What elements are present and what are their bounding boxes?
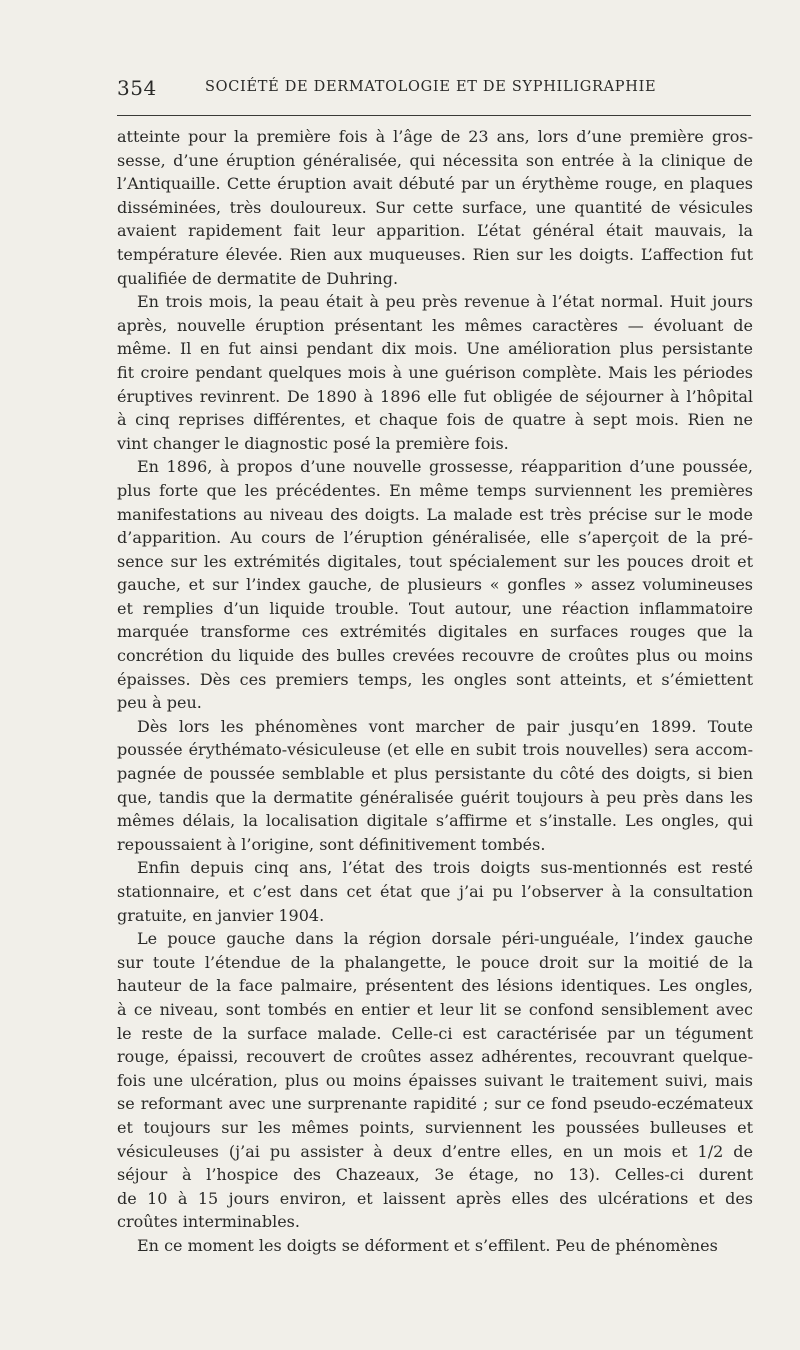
text-line: se reformant avec une surprenante rapidité ; sur ce fond pseudo-eczémateux bbox=[117, 1094, 753, 1114]
header-rule bbox=[117, 115, 751, 116]
text-line: gratuite, en janvier 1904. bbox=[117, 905, 325, 925]
text-line: Le pouce gauche dans la région dorsale péri-unguéale, l’index gauche bbox=[137, 929, 753, 949]
text-line: température élevée. Rien aux muqueuses. Rien sur les doigts. L’affection fut bbox=[117, 244, 753, 264]
text-line: En trois mois, la peau était à peu près revenue à l’état normal. Huit jours bbox=[137, 292, 753, 312]
text-line: vésiculeuses (j’ai pu assister à deux d’entre elles, en un mois et 1/2 de bbox=[117, 1141, 753, 1161]
text-line: avaient rapidement fait leur apparition. L’état général était mauvais, la bbox=[117, 221, 753, 241]
page-number: 354 bbox=[117, 76, 157, 100]
text-line: épaisses. Dès ces premiers temps, les ongles sont atteints, et s’émiettent bbox=[117, 669, 753, 689]
text-line: En ce moment les doigts se déforment et s’effilent. Peu de phénomènes bbox=[137, 1235, 718, 1255]
text-line: séjour à l’hospice des Chazeaux, 3e étage, no 13). Celles-ci durent bbox=[117, 1165, 753, 1185]
paragraph bbox=[117, 455, 753, 715]
text-line: manifestations au niveau des doigts. La malade est très précise sur le mode bbox=[117, 504, 753, 524]
paragraph bbox=[117, 290, 753, 455]
text-line: l’Antiquaille. Cette éruption avait débuté par un érythème rouge, en plaques bbox=[117, 174, 753, 194]
text-line: rouge, épaissi, recouvert de croûtes assez adhérentes, recouvrant quelque- bbox=[117, 1047, 753, 1067]
text-line: le reste de la surface malade. Celle-ci est caractérisée par un tégument bbox=[117, 1023, 753, 1043]
text-line: même. Il en fut ainsi pendant dix mois. Une amélioration plus persistante bbox=[117, 339, 753, 359]
text-line: mêmes délais, la localisation digitale s’affirme et s’installe. Les ongles, qui bbox=[117, 811, 753, 831]
text-line: sesse, d’une éruption généralisée, qui nécessita son entrée à la clinique de bbox=[117, 150, 753, 170]
text-line: de 10 à 15 jours environ, et laissent après elles des ulcérations et des bbox=[117, 1188, 753, 1208]
paragraph bbox=[117, 125, 753, 290]
text-line: que, tandis que la dermatite généralisée guérit toujours à peu près dans les bbox=[117, 787, 753, 807]
text-line: marquée transforme ces extrémités digitales en surfaces rouges que la bbox=[117, 622, 753, 642]
text-line: Dès lors les phénomènes vont marcher de pair jusqu’en 1899. Toute bbox=[137, 716, 753, 736]
text-line: repoussaient à l’origine, sont définitivement tombés. bbox=[117, 834, 546, 854]
text-line: sur toute l’étendue de la phalangette, le pouce droit sur la moitié de la bbox=[117, 952, 753, 972]
paragraph bbox=[117, 1234, 753, 1258]
text-line: et toujours sur les mêmes points, surviennent les poussées bulleuses et bbox=[117, 1117, 753, 1137]
text-line: plus forte que les précédentes. En même temps surviennent les premières bbox=[117, 480, 753, 500]
page-header bbox=[117, 76, 753, 102]
text-line: En 1896, à propos d’une nouvelle grossesse, réapparition d’une poussée, bbox=[137, 457, 753, 477]
text-line: à ce niveau, sont tombés en entier et leur lit se confond sensiblement avec bbox=[117, 999, 753, 1019]
text-line: et remplies d’un liquide trouble. Tout autour, une réaction inflammatoire bbox=[117, 598, 753, 618]
text-line: vint changer le diagnostic posé la première fois. bbox=[117, 433, 509, 453]
text-line: fit croire pendant quelques mois à une guérison complète. Mais les périodes bbox=[117, 362, 753, 382]
text-line: fois une ulcération, plus ou moins épaisses suivant le traitement suivi, mais bbox=[117, 1070, 753, 1090]
text-line: qualifiée de dermatite de Duhring. bbox=[117, 268, 399, 288]
text-line: stationnaire, et c’est dans cet état que j’ai pu l’observer à la consultation bbox=[117, 882, 753, 901]
text-line: disséminées, très douloureux. Sur cette surface, une quantité de vésicules bbox=[117, 197, 753, 217]
text-line: croûtes interminables. bbox=[117, 1212, 300, 1232]
text-line: concrétion du liquide des bulles crevées recouvre de croûtes plus ou moins bbox=[117, 646, 753, 666]
text-line: hauteur de la face palmaire, présentent des lésions identiques. Les ongles, bbox=[117, 976, 753, 996]
text-line: atteinte pour la première fois à l’âge de 23 ans, lors d’une première gros- bbox=[117, 127, 753, 146]
text-line: peu à peu. bbox=[117, 693, 202, 713]
text-line: d’apparition. Au cours de l’éruption généralisée, elle s’aperçoit de la pré- bbox=[117, 528, 753, 548]
paragraph bbox=[117, 927, 753, 1234]
text-line: pagnée de poussée semblable et plus persistante du côté des doigts, si bien bbox=[117, 764, 753, 784]
body-text bbox=[117, 125, 753, 1258]
text-line: sence sur les extrémités digitales, tout spécialement sur les pouces droit et bbox=[117, 551, 753, 571]
paragraph bbox=[117, 856, 753, 927]
text-line: gauche, et sur l’index gauche, de plusieurs « gonfles » assez volumineuses bbox=[117, 575, 753, 595]
text-line: après, nouvelle éruption présentant les mêmes caractères — évoluant de bbox=[117, 315, 753, 335]
text-line: à cinq reprises différentes, et chaque fois de quatre à sept mois. Rien ne bbox=[117, 410, 753, 430]
paragraph bbox=[117, 715, 753, 857]
text-line: poussée érythémato-vésiculeuse (et elle en subit trois nouvelles) sera accom- bbox=[117, 740, 753, 760]
running-title: SOCIÉTÉ DE DERMATOLOGIE ET DE SYPHILIGRAPHIE bbox=[205, 79, 657, 95]
text-line: Enfin depuis cinq ans, l’état des trois doigts sus-mentionnés est resté bbox=[137, 858, 753, 878]
text-line: éruptives revinrent. De 1890 à 1896 elle fut obligée de séjourner à l’hôpital bbox=[117, 386, 753, 406]
